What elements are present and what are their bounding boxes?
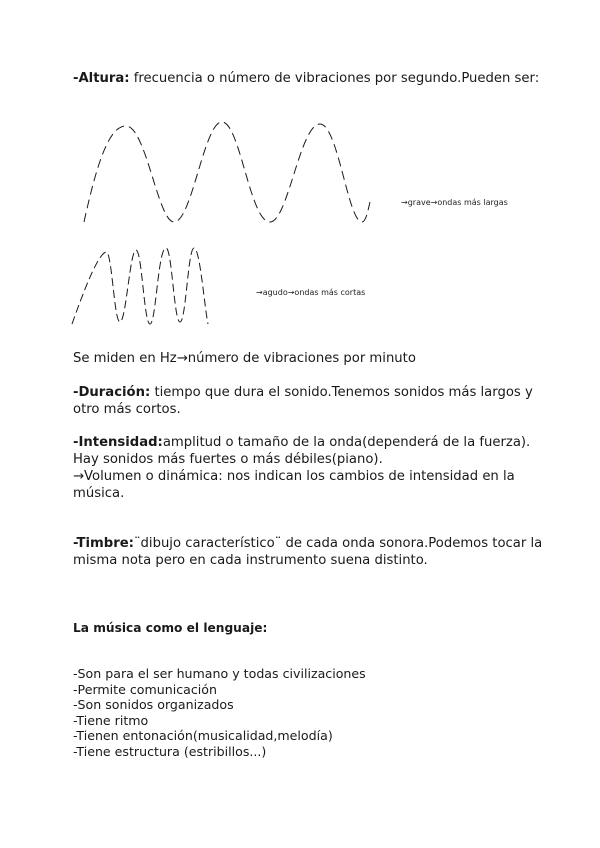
timbre-term: -Timbre:	[73, 536, 134, 551]
lenguaje-heading: La música como el lenguaje:	[73, 621, 268, 635]
intensidad-line-2: Hay sonidos más fuertes o más débiles(piano).	[73, 452, 383, 467]
high-frequency-wave	[70, 244, 220, 328]
list-item: -Tiene ritmo	[73, 712, 149, 728]
list-item: -Permite comunicación	[73, 681, 217, 697]
low-frequency-wave-line	[84, 122, 370, 222]
timbre-paragraph	[73, 535, 543, 569]
list-item: -Son para el ser humano y todas civilizaciones	[73, 666, 366, 681]
medida-paragraph: Se miden en Hz→número de vibraciones por minuto	[73, 351, 416, 366]
intensidad-line-3: →Volumen o dinámica: nos indican los cambios de intensidad en la música.	[73, 469, 515, 501]
lenguaje-list	[73, 666, 366, 760]
intensidad-paragraph	[73, 434, 543, 502]
duracion-paragraph	[73, 384, 543, 418]
intensidad-term: -Intensidad:	[73, 435, 163, 450]
grave-label: →grave→ondas más largas	[401, 198, 508, 207]
altura-text: frecuencia o número de vibraciones por segundo.Pueden ser:	[129, 71, 540, 86]
agudo-label: →agudo→ondas más cortas	[256, 288, 366, 297]
list-item: -Son sonidos organizados	[73, 697, 234, 713]
altura-term: -Altura:	[73, 71, 130, 86]
altura-paragraph	[73, 70, 543, 87]
duracion-term: -Duración:	[73, 385, 151, 400]
duracion-text: tiempo que dura el sonido.Tenemos sonidos más largos y otro más cortos.	[73, 385, 533, 417]
list-item: -Tienen entonación(musicalidad,melodía)	[73, 728, 333, 744]
timbre-text: ¨dibujo característico¨ de cada onda sonora.Podemos tocar la misma nota pero en cada instrumento suena distinto.	[73, 536, 543, 568]
high-frequency-wave-line	[72, 248, 208, 324]
intensidad-text: amplitud o tamaño de la onda(dependerá de la fuerza).	[162, 435, 531, 450]
low-frequency-wave	[80, 118, 380, 230]
list-item: -Tiene estructura (estribillos...)	[73, 743, 267, 759]
